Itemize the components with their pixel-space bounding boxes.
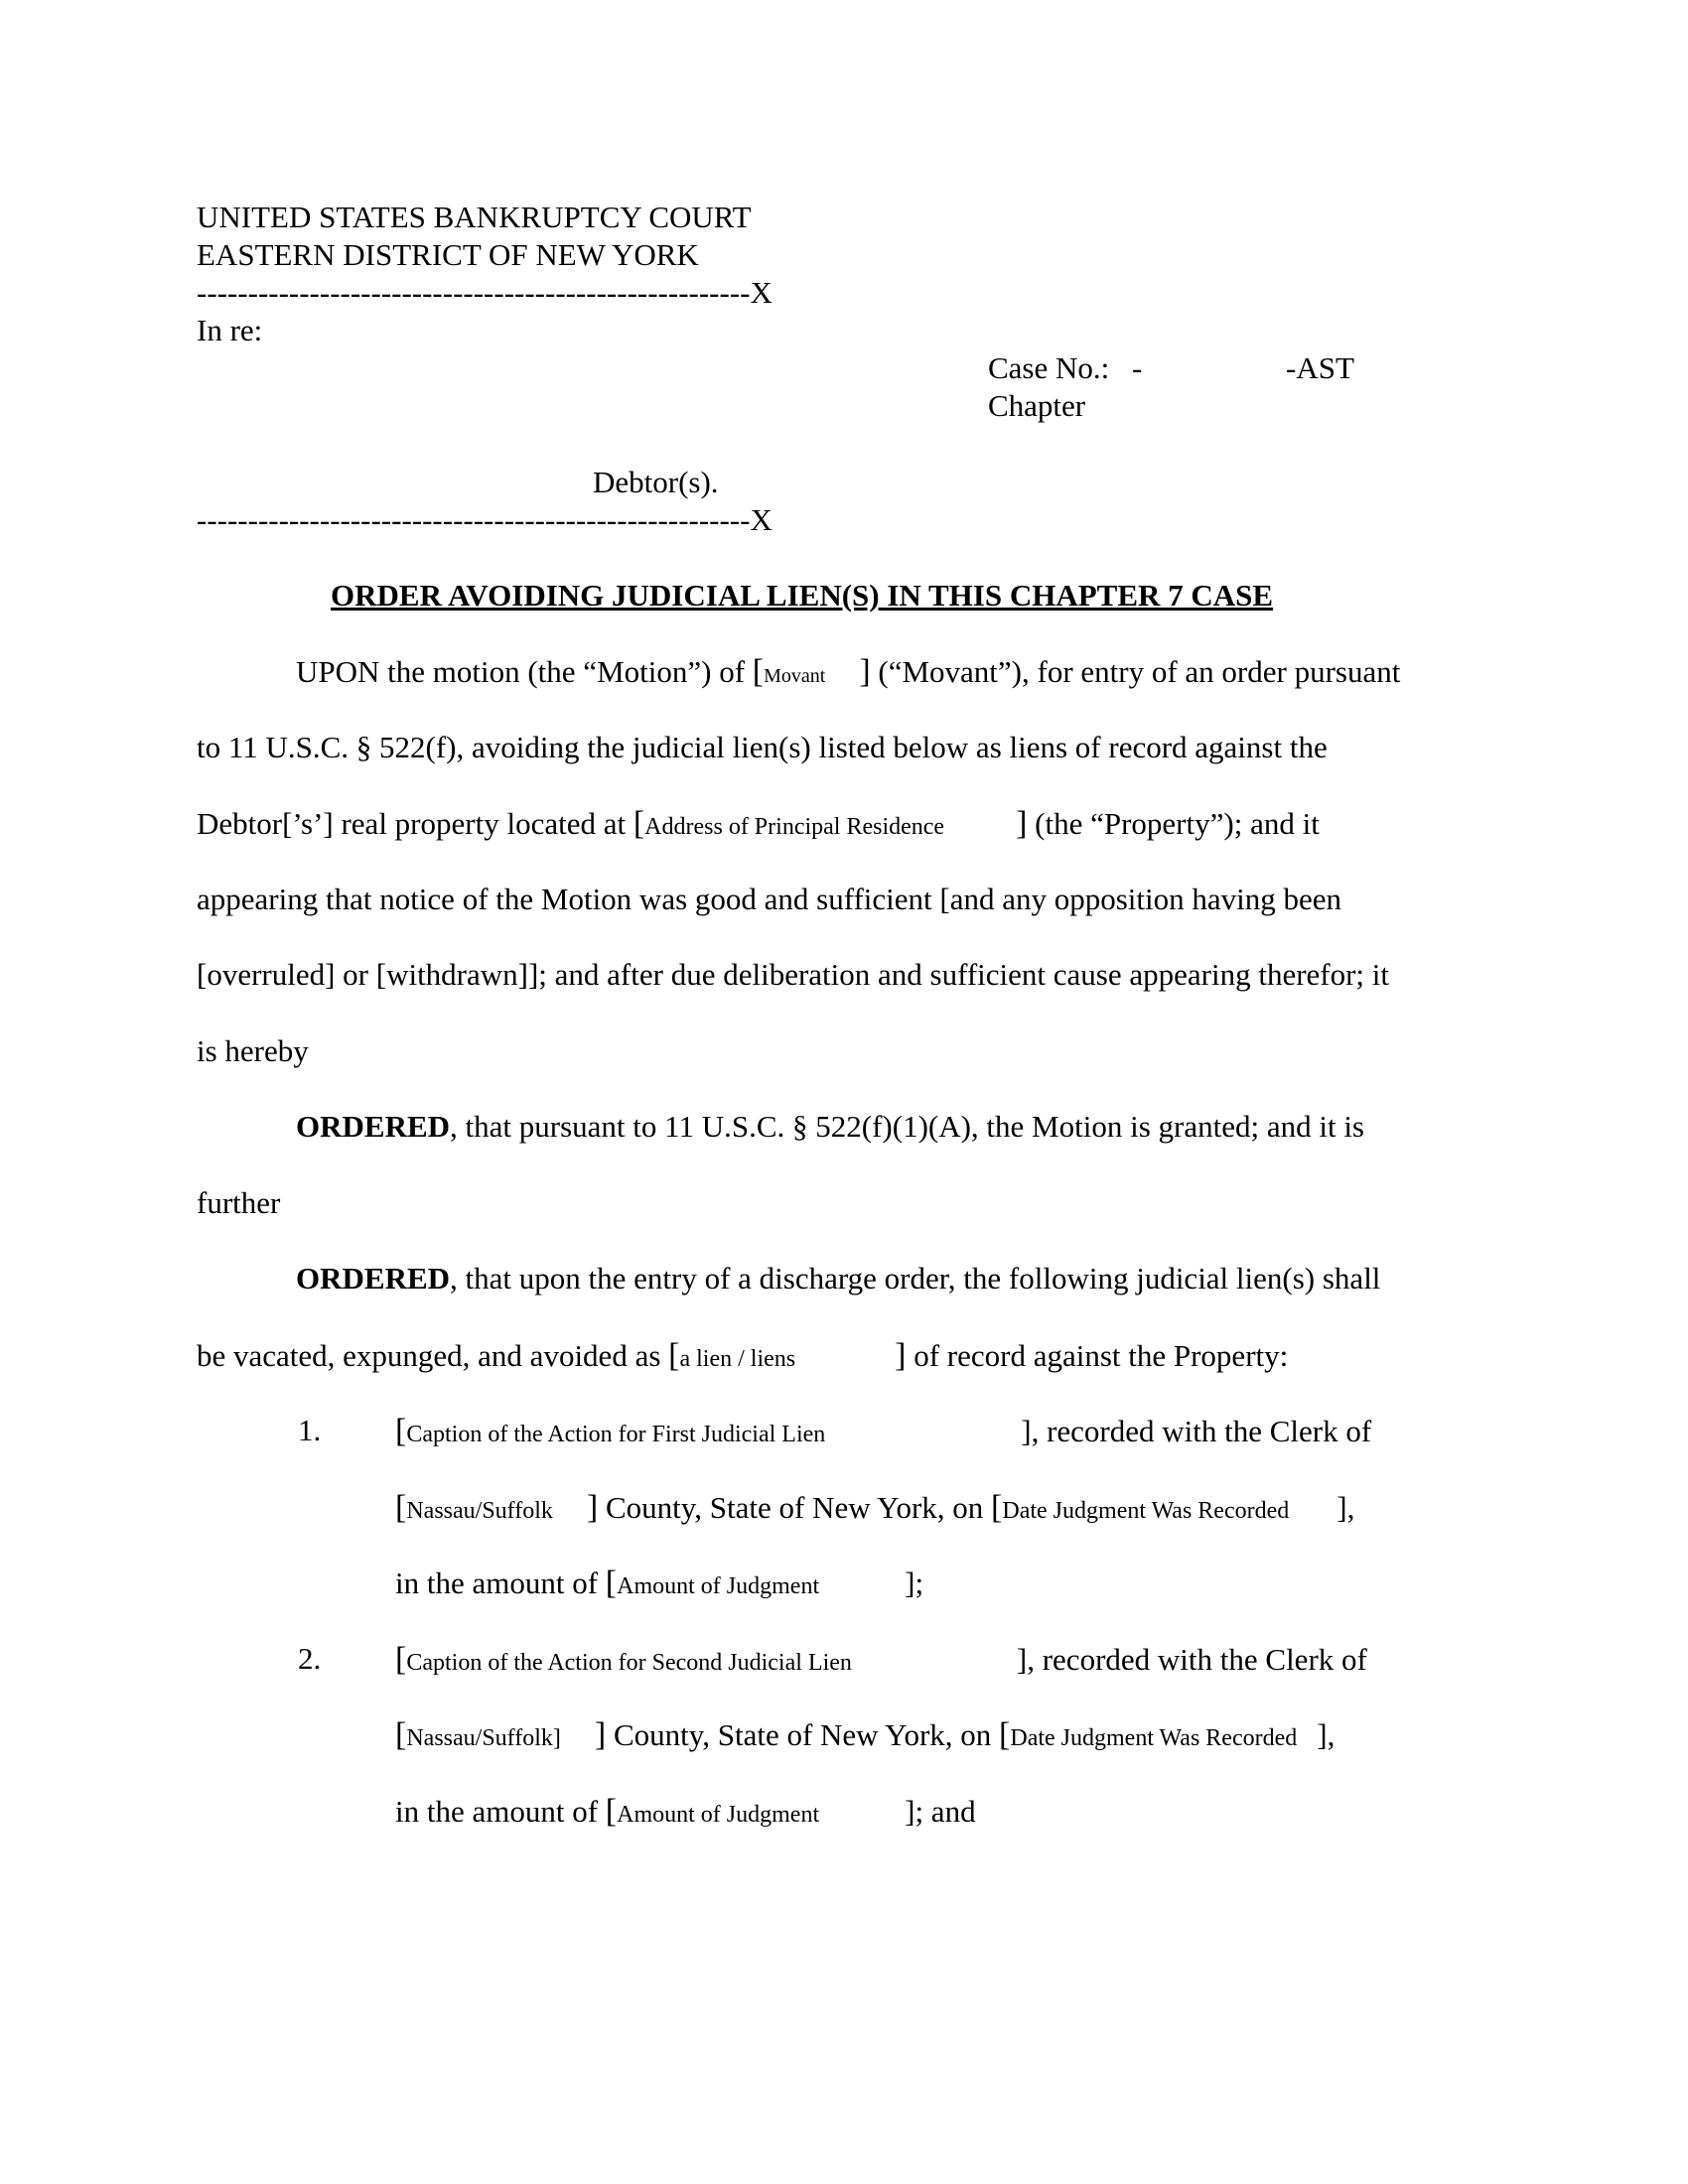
fill-bracket-open: [ — [395, 1489, 407, 1526]
in-re-label: In re: — [197, 313, 263, 347]
lien-1-recorded-text: ], recorded with the Clerk of — [1021, 1414, 1372, 1448]
ordered-paragraph-2 — [296, 1261, 1380, 1297]
address-fill: Address of Principal Residence — [644, 814, 945, 840]
order-title: ORDER AVOIDING JUDICIAL LIEN(S) IN THIS CHAPTER 7 CASE — [331, 578, 1274, 613]
fill-bracket-open: [ — [991, 1489, 1003, 1526]
motion-text-c: Debtor[’s’] real property located at — [197, 806, 633, 841]
lien-2-number: 2. — [298, 1641, 322, 1676]
fill-bracket-open: [ — [395, 1413, 407, 1449]
lien-2-county-fill: Nassau/Suffolk] — [406, 1725, 561, 1751]
motion-line-5: [overruled] or [withdrawn]]; and after due deliberation and sufficient cause appearing therefor; it — [197, 957, 1390, 992]
fill-bracket-open: [ — [752, 653, 765, 690]
ordered-text: of record against the Property: — [906, 1338, 1289, 1373]
motion-line-2: to 11 U.S.C. § 522(f), avoiding the judicial lien(s) listed below as liens of record against the — [197, 730, 1328, 764]
lien-2-date-end: ], — [1317, 1717, 1336, 1752]
lien-1-line-1 — [395, 1413, 1371, 1450]
ordered-text: , that pursuant to 11 U.S.C. § 522(f)(1)(A), the Motion is granted; and it is — [450, 1109, 1364, 1144]
lien-2-date-fill: Date Judgment Was Recorded — [1010, 1725, 1298, 1751]
chapter-label: Chapter — [988, 388, 1086, 423]
lien-1-date-end: ], — [1336, 1490, 1355, 1525]
lien-1-county-fill: Nassau/Suffolk — [406, 1498, 553, 1524]
lien-2-line-3 — [395, 1793, 976, 1831]
ordered-keyword: ORDERED — [296, 1109, 451, 1144]
lien-1-line-2 — [395, 1489, 1354, 1527]
lien-1-amount-end: ]; — [905, 1566, 924, 1600]
lien-1-line-3 — [395, 1565, 923, 1602]
fill-bracket-close: ] — [1016, 805, 1028, 842]
lien-2-county-text: County, State of New York, on — [606, 1717, 1000, 1752]
fill-bracket-open: [ — [999, 1716, 1011, 1753]
liens-fill: a lien / liens — [679, 1346, 796, 1372]
lien-1-amount-label: in the amount of — [395, 1566, 606, 1600]
lien-1-date-fill: Date Judgment Was Recorded — [1002, 1498, 1290, 1524]
motion-text-d: (the “Property”); and it — [1027, 806, 1320, 841]
court-name-line1: UNITED STATES BANKRUPTCY COURT — [197, 200, 752, 234]
case-no-label: Case No.: — [988, 350, 1110, 385]
motion-line-3 — [197, 805, 1320, 843]
ordered-keyword: ORDERED — [296, 1261, 451, 1296]
fill-bracket-open: [ — [395, 1716, 407, 1753]
court-name-line2: EASTERN DISTRICT OF NEW YORK — [197, 237, 699, 272]
fill-bracket-close: ] — [586, 1489, 599, 1526]
lien-2-caption-fill: Caption of the Action for Second Judicial Lien — [406, 1650, 852, 1676]
lien-2-line-1 — [395, 1641, 1367, 1679]
ordered-paragraph-1-cont: further — [197, 1185, 281, 1220]
fill-bracket-open: [ — [605, 1565, 618, 1601]
case-no-dash: - — [1132, 350, 1143, 385]
caption-divider-top: ------------------------------------------------------X — [197, 275, 773, 310]
lien-1-amount-fill: Amount of Judgment — [617, 1573, 820, 1599]
ordered-paragraph-1 — [296, 1109, 1364, 1145]
movant-fill: Movant — [764, 665, 826, 687]
caption-divider-bottom: ------------------------------------------------------X — [197, 502, 773, 537]
debtors-label: Debtor(s). — [593, 465, 719, 499]
ordered-text: , that upon the entry of a discharge order, the following judicial lien(s) shall — [450, 1261, 1381, 1296]
fill-bracket-open: [ — [668, 1337, 680, 1374]
motion-text-a: UPON the motion (the “Motion”) of — [296, 654, 753, 689]
fill-bracket-open: [ — [395, 1641, 407, 1678]
lien-2-amount-label: in the amount of — [395, 1794, 606, 1829]
lien-2-amount-fill: Amount of Judgment — [617, 1802, 820, 1828]
fill-bracket-close: ] — [859, 653, 871, 690]
fill-bracket-close: ] — [895, 1337, 907, 1374]
lien-1-caption-fill: Caption of the Action for First Judicial Lien — [406, 1422, 826, 1447]
case-no-suffix: -AST — [1286, 350, 1354, 385]
ordered-paragraph-2-line-2 — [197, 1337, 1288, 1375]
fill-bracket-close: ] — [594, 1716, 607, 1753]
motion-line-1 — [296, 653, 1400, 691]
lien-2-amount-end: ]; and — [905, 1794, 976, 1829]
lien-1-number: 1. — [298, 1413, 322, 1447]
motion-line-6: is hereby — [197, 1033, 309, 1068]
lien-1-county-text: County, State of New York, on — [598, 1490, 992, 1525]
motion-text-b: (“Movant”), for entry of an order pursuant — [870, 654, 1401, 689]
motion-line-4: appearing that notice of the Motion was good and sufficient [and any opposition having been — [197, 882, 1342, 916]
lien-2-recorded-text: ], recorded with the Clerk of — [1016, 1642, 1367, 1677]
fill-bracket-open: [ — [605, 1793, 618, 1830]
fill-bracket-open: [ — [633, 805, 645, 842]
lien-2-line-2 — [395, 1716, 1335, 1754]
ordered-text: be vacated, expunged, and avoided as — [197, 1338, 669, 1373]
